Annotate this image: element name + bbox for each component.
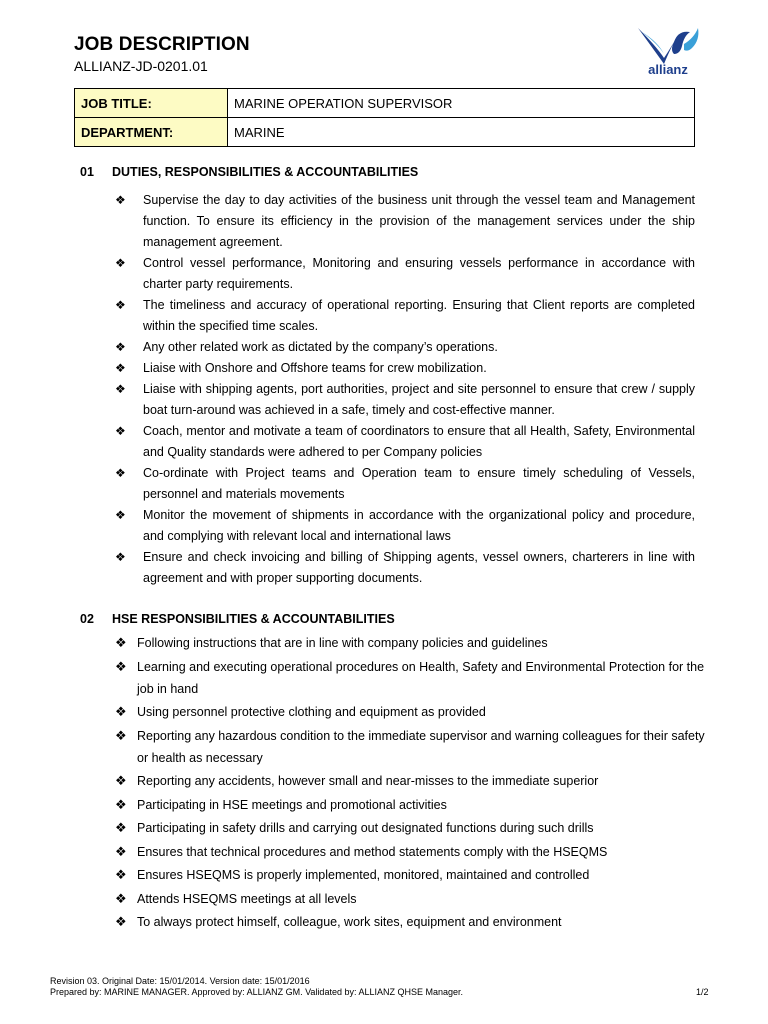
list-item: ❖ Supervise the day to day activities of the business unit through the vessel team and Management function. To ensure its efficiency in the provision of the management services under the ship management agreement. <box>115 190 695 253</box>
list-item: ❖ Ensures HSEQMS is properly implemented, monitored, maintained and controlled <box>115 864 705 886</box>
diamond-bullet-icon: ❖ <box>115 382 126 396</box>
list-item: ❖ Reporting any accidents, however small and near-misses to the immediate superior <box>115 770 705 792</box>
list-item: ❖ Coach, mentor and motivate a team of coordinators to ensure that all Health, Safety, Environmental and Quality standards were adhered to per Company policies <box>115 421 695 463</box>
svg-text:allianz: allianz <box>648 62 688 77</box>
revision-info: Revision 03. Original Date: 15/01/2014. Version date: 15/01/2016 <box>50 976 310 986</box>
allianz-logo <box>628 24 708 80</box>
department-label: DEPARTMENT: <box>75 118 228 147</box>
list-item: ❖ Liaise with Onshore and Offshore teams for crew mobilization. <box>115 358 695 379</box>
diamond-bullet-icon: ❖ <box>115 298 126 312</box>
list-item: ❖ Participating in HSE meetings and promotional activities <box>115 794 705 816</box>
diamond-bullet-icon: ❖ <box>115 820 127 835</box>
list-item: ❖ Attends HSEQMS meetings at all levels <box>115 888 705 910</box>
list-item: ❖ Reporting any hazardous condition to the immediate supervisor and warning colleagues for their safety or health as necessary <box>115 725 705 769</box>
list-item: ❖ Any other related work as dictated by the company’s operations. <box>115 337 695 358</box>
list-item: ❖ To always protect himself, colleague, work sites, equipment and environment <box>115 911 705 933</box>
diamond-bullet-icon: ❖ <box>115 361 126 375</box>
diamond-bullet-icon: ❖ <box>115 193 126 207</box>
diamond-bullet-icon: ❖ <box>115 914 127 929</box>
list-item: ❖ Participating in safety drills and carrying out designated functions during such drills <box>115 817 705 839</box>
list-item: ❖ Following instructions that are in line with company policies and guidelines <box>115 632 705 654</box>
diamond-bullet-icon: ❖ <box>115 256 126 270</box>
allianz-logo-graphic <box>628 24 708 80</box>
duties-list <box>115 190 695 589</box>
section-number: 01 <box>80 165 94 179</box>
approval-info: Prepared by: MARINE MANAGER. Approved by: ALLIANZ GM. Validated by: ALLIANZ QHSE Manager. <box>50 987 464 997</box>
diamond-bullet-icon: ❖ <box>115 773 127 788</box>
table-row <box>75 118 695 147</box>
diamond-bullet-icon: ❖ <box>115 424 126 438</box>
section-title: HSE RESPONSIBILITIES & ACCOUNTABILITIES <box>112 612 395 626</box>
diamond-bullet-icon: ❖ <box>115 704 127 719</box>
list-item: ❖ The timeliness and accuracy of operational reporting. Ensuring that Client reports are completed within the specified time scales. <box>115 295 695 337</box>
diamond-bullet-icon: ❖ <box>115 340 126 354</box>
document-code: ALLIANZ-JD-0201.01 <box>74 58 208 74</box>
list-item: ❖ Learning and executing operational procedures on Health, Safety and Environmental Protection for the job in hand <box>115 656 705 700</box>
section-title: DUTIES, RESPONSIBILITIES & ACCOUNTABILITIES <box>112 165 419 179</box>
list-item: ❖ Ensures that technical procedures and method statements comply with the HSEQMS <box>115 841 705 863</box>
diamond-bullet-icon: ❖ <box>115 508 126 522</box>
list-item: ❖ Control vessel performance, Monitoring and ensuring vessels performance in accordance with charter party requirements. <box>115 253 695 295</box>
section-heading-duties <box>80 165 418 179</box>
job-title-label: JOB TITLE: <box>75 89 228 118</box>
diamond-bullet-icon: ❖ <box>115 635 127 650</box>
hse-list <box>115 632 705 935</box>
section-heading-hse <box>80 612 395 626</box>
diamond-bullet-icon: ❖ <box>115 890 127 906</box>
document-footer <box>50 976 463 998</box>
list-item: ❖ Monitor the movement of shipments in accordance with the organizational policy and procedure, and complying with relevant local and international laws <box>115 505 695 547</box>
section-number: 02 <box>80 612 94 626</box>
diamond-bullet-icon: ❖ <box>115 867 127 882</box>
list-item: ❖ Liaise with shipping agents, port authorities, project and site personnel to ensure that crew / supply boat turn-around was achieved in a safe, timely and cost-effective manner. <box>115 379 695 421</box>
job-title-value: MARINE OPERATION SUPERVISOR <box>228 89 695 118</box>
table-row <box>75 89 695 118</box>
list-item: ❖ Using personnel protective clothing and equipment as provided <box>115 701 705 723</box>
page-number: 1/2 <box>696 987 709 997</box>
job-info-table <box>74 88 695 147</box>
document-title: JOB DESCRIPTION <box>74 34 250 55</box>
diamond-bullet-icon: ❖ <box>115 550 126 564</box>
list-item: ❖ Co-ordinate with Project teams and Operation team to ensure timely scheduling of Vessels, personnel and materials movements <box>115 463 695 505</box>
diamond-bullet-icon: ❖ <box>115 727 127 743</box>
diamond-bullet-icon: ❖ <box>115 658 127 674</box>
diamond-bullet-icon: ❖ <box>115 466 126 480</box>
department-value: MARINE <box>228 118 695 147</box>
list-item: ❖ Ensure and check invoicing and billing of Shipping agents, vessel owners, charterers in line with agreement and with proper supporting documents. <box>115 547 695 589</box>
diamond-bullet-icon: ❖ <box>115 843 127 859</box>
diamond-bullet-icon: ❖ <box>115 796 127 812</box>
